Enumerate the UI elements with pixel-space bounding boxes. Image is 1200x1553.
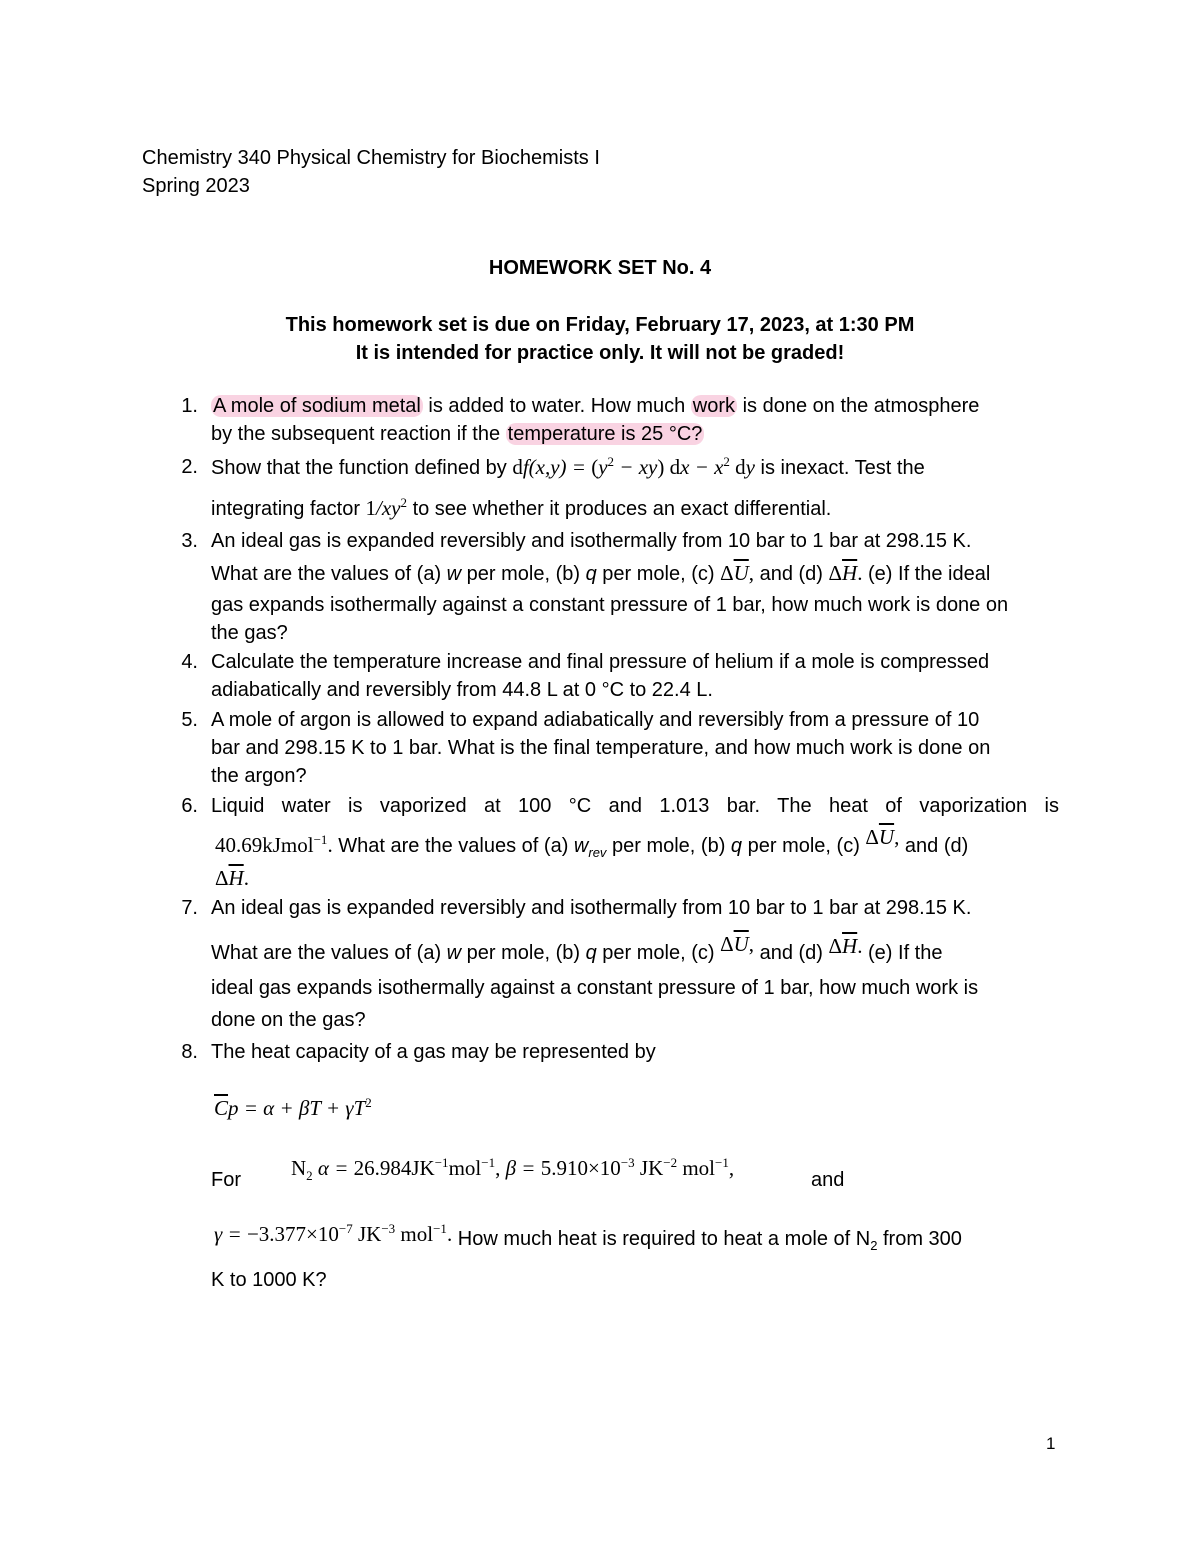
course-title: Chemistry 340 Physical Chemistry for Biochemists I: [142, 147, 600, 169]
problem-8-line-1: The heat capacity of a gas may be represented by: [211, 1041, 656, 1063]
problem-4-line-1: Calculate the temperature increase and final pressure of helium if a mole is compressed: [211, 651, 990, 673]
equation-delta-u: $\Delta\overline{U}$,: [720, 561, 755, 585]
problem-3-number: 3.: [181, 530, 198, 552]
equation-delta-h-7: $\Delta\overline{H}$.: [828, 934, 863, 958]
problem-7-line-4: done on the gas?: [211, 1009, 366, 1031]
problem-8-n2-parameters: $N_2$ $\alpha = 26.984JK^{-1}mol^{-1}$, $\beta = 5.910\times 10^{-3}$ $JK^{-2}$ mol$^{-1}$,: [291, 1155, 735, 1184]
term: Spring 2023: [142, 175, 250, 197]
problem-4-line-2: adiabatically and reversibly from 44.8 L at 0 °C to 22.4 L.: [211, 679, 713, 701]
equation-df: $df(x,y) = (y^2 - xy)$ dx − $x^2$ dy: [512, 454, 755, 479]
problem-1-line-1: A mole of sodium metal is added to water. How much work is done on the atmosphere: [213, 395, 980, 417]
equation-vaporization: 40.69kJmol$^{-1}$.: [215, 832, 333, 857]
equation-delta-h-6: $\Delta\overline{H}$.: [215, 866, 249, 890]
page-number: 1: [1046, 1434, 1056, 1453]
problem-5-line-1: A mole of argon is allowed to expand adiabatically and reversibly from a pressure of 10: [211, 709, 980, 731]
problem-3-line-3: gas expands isothermally against a constant pressure of 1 bar, how much work is done on: [211, 594, 1009, 616]
problem-8-number: 8.: [181, 1041, 198, 1063]
problem-8-heat-capacity-equation: $\overline{C}p = \alpha + \beta T + \gamma T^2$: [214, 1095, 372, 1120]
practice-note: It is intended for practice only. It will not be graded!: [355, 342, 845, 364]
problem-8-for-label: For: [211, 1169, 241, 1191]
highlight-temperature: temperature is 25 °C?: [507, 423, 703, 445]
problem-5-number: 5.: [181, 709, 198, 731]
problem-6-line-3: [215, 866, 249, 891]
equation-delta-h: $\Delta\overline{H}$.: [828, 561, 863, 585]
problem-7-line-3: ideal gas expands isothermally against a constant pressure of 1 bar, how much work is: [211, 977, 979, 999]
problem-7-number: 7.: [181, 897, 198, 919]
equation-gamma: $\gamma = -3.377\times 10^{-7}$ $JK^{-3}$ mol$^{-1}$.: [214, 1221, 453, 1246]
problem-3-line-1: An ideal gas is expanded reversibly and isothermally from 10 bar to 1 bar at 298.15 K.: [211, 530, 972, 552]
highlight-sodium: A mole of sodium metal: [213, 395, 421, 417]
problem-7-line-2: What are the values of (a) w per mole, (b) q per mole, (c) $\Delta\overline{U}$, and (d) $\Delta\overline{H}$. (e) If the: [211, 932, 943, 964]
problem-6-number: 6.: [181, 795, 198, 817]
highlight-work: work: [692, 395, 736, 417]
equation-delta-u-7: $\Delta\overline{U}$,: [720, 932, 755, 956]
problem-8-and-label: and: [811, 1169, 845, 1191]
due-date: This homework set is due on Friday, February 17, 2023, at 1:30 PM: [285, 314, 915, 336]
problem-2-number: 2.: [181, 456, 198, 478]
problem-5-line-2: bar and 298.15 K to 1 bar. What is the final temperature, and how much work is done on: [211, 737, 991, 759]
problem-2-line-1: Show that the function defined by $df(x,y) = (y^2 - xy)$ dx − $x^2$ dy is inexact. Test the: [211, 454, 925, 479]
problem-1-number: 1.: [181, 395, 198, 417]
problem-3-line-4: the gas?: [211, 622, 288, 644]
problem-6-line-1: Liquid water is vaporized at 100 °C and 1.013 bar. The heat of vaporization is: [211, 795, 1059, 817]
problem-1-line-2: by the subsequent reaction if the temperature is 25 °C?: [211, 423, 703, 445]
homework-title: HOMEWORK SET No. 4: [488, 257, 712, 279]
equation-factor: $1/xy^2$: [365, 495, 408, 520]
problem-3-line-2: What are the values of (a) w per mole, (b) q per mole, (c) $\Delta\overline{U}$, and (d) $\Delta\overline{H}$. (e) If the ideal: [211, 561, 991, 585]
problem-2-line-2: integrating factor $1/xy^2$ to see whether it produces an exact differential.: [211, 495, 832, 520]
problem-8-gamma-line: $\gamma = -3.377\times 10^{-7}$ $JK^{-3}$ mol$^{-1}$. How much heat is required to heat a mole of $N_2$ from 300: [214, 1221, 962, 1253]
problem-4-number: 4.: [181, 651, 198, 673]
problem-6-line-2: 40.69kJmol$^{-1}$. What are the values of (a) $w_{rev}$ per mole, (b) q per mole, (c) $\Delta\overline{U}$, and (d): [215, 825, 969, 860]
problem-5-line-3: the argon?: [211, 765, 307, 787]
equation-delta-u-6: $\Delta\overline{U}$,: [865, 825, 900, 849]
problem-8-last-line: K to 1000 K?: [211, 1269, 327, 1291]
problem-7-line-1: An ideal gas is expanded reversibly and isothermally from 10 bar to 1 bar at 298.15 K.: [211, 897, 972, 919]
